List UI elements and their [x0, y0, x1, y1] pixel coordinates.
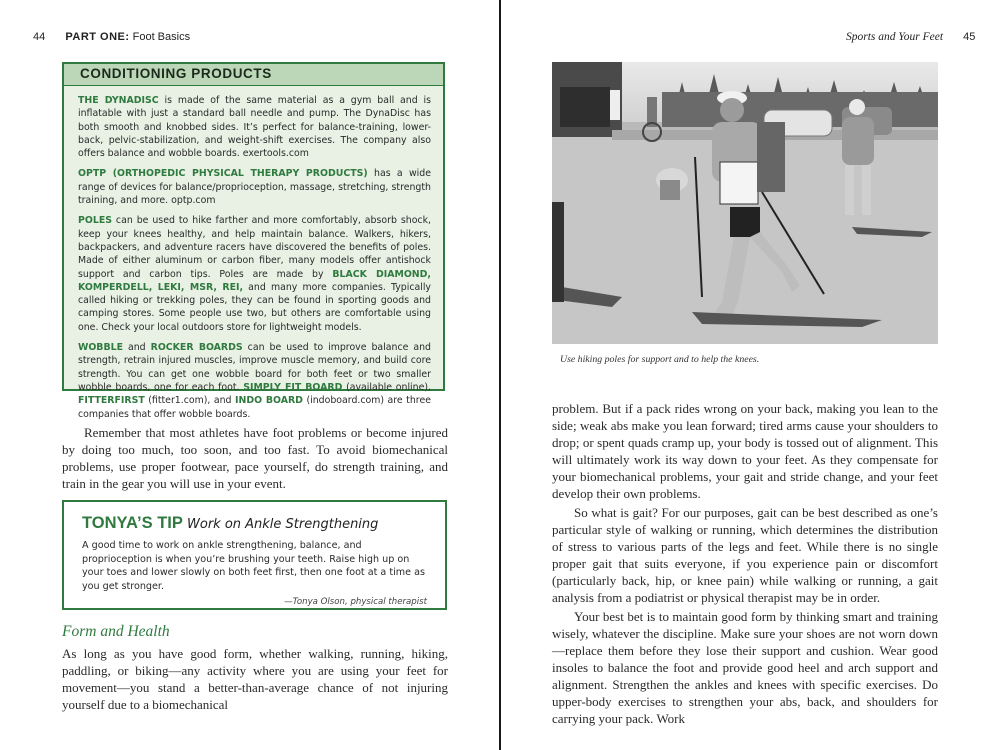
pole-brands: BLACK DIAMOND, KOMPERDELL, LEKI, MSR, REI,: [78, 268, 431, 293]
sidebar-item-poles: POLES can be used to hike farther and more comfortably, absorb shock, keep your knees healthy, and help maintain balance. Walkers, hikers, backpackers, and adventure racers have discovered the benefits of poles. Made of either aluminum or carbon fiber, many models offer antishock support and carbon tips. Poles are made by BLACK DIAMOND, KOMPERDELL, LEKI, MSR, REI, and many more companies. Typically called hiking or trekking poles, they can be found in sporting goods and camping stores. Some people use two, but others are comfortable using one. Check your local outdoors store for lightweight models.: [78, 215, 431, 333]
photo-caption: Use hiking poles for support and to help the knees.: [560, 354, 760, 365]
left-page-number: 44: [33, 31, 46, 43]
sidebar-title: CONDITIONING PRODUCTS: [64, 64, 443, 86]
tonyas-tip-box: [62, 500, 447, 610]
product-name: THE DYNADISC: [78, 95, 159, 106]
brand-name: FITTERFIRST: [78, 395, 145, 407]
body-paragraph: Your best bet is to maintain good form by thinking smart and training wisely, whatever the discipline. Make sure your shoes are not worn down—replace them before they lose their support and cushion. Wear good insoles to balance the foot and provide good heel and arch support and alignment. Strengthen the ankles and knees with specific exercises. Do upper-body exercises to strengthen your abs, back, and shoulders for carrying your pack. Work: [552, 609, 938, 726]
section-heading: Form and Health: [62, 623, 170, 640]
body-paragraph: As long as you have good form, whether walking, running, hiking, paddling, or biking—any activity where you are using your feet for movement—you stand a better-than-average chance of not injuring yourself due to a biomechanical: [62, 646, 448, 712]
tip-brand: TONYA’S TIP: [82, 514, 183, 532]
right-running-header: [846, 31, 975, 43]
part-label: PART ONE:: [65, 31, 130, 43]
right-column-text: [552, 400, 938, 727]
part-title: Foot Basics: [129, 31, 191, 43]
conditioning-products-sidebar: [62, 62, 445, 420]
hiking-poles-photo: [552, 62, 938, 344]
book-spine: [499, 0, 501, 750]
body-paragraph: Remember that most athletes have foot problems or become injured by doing too much, too soon, and too fast. To avoid biomechanical problems, use proper footwear, pace yourself, do strength training, and train in the gear you will use in your event.: [62, 425, 448, 491]
product-name: WOBBLE: [78, 342, 123, 354]
sidebar-item-boards: WOBBLE and ROCKER BOARDS can be used to improve balance and strength, retrain injured muscles, improve muscle memory, and build core strength. You can get one wobble board for both feet or two smaller wobble boards, one for each foot. SIMPLY FIT BOARD (available online), FITTERFIRST (fitter1.com), and INDO BOARD (indoboard.com) are three companies that offer wobble boards.: [78, 342, 431, 420]
product-name: OPTP (ORTHOPEDIC PHYSICAL THERAPY PRODUCTS): [78, 168, 368, 180]
brand-name: INDO BOARD: [235, 395, 303, 407]
sidebar-body: [64, 86, 443, 421]
left-running-header: [33, 31, 190, 43]
sidebar-item-optp: OPTP (ORTHOPEDIC PHYSICAL THERAPY PRODUCTS) has a wide range of devices for balance/proprioception, massage, stretching, strength training, and more. optp.com: [78, 168, 431, 207]
chapter-title: Sports and Your Feet: [846, 31, 944, 43]
body-paragraph: problem. But if a pack rides wrong on your back, making you lean to the side; weak abs make you lean forward; tired arms cause your shoulders to drop; or spent quads cramp up, your body is tossed out of alignment. This will ultimately work its way down to your feet. As they compensate for your biomechanical problems, your gait and stride change, and your feet develop their own problems.: [552, 401, 938, 501]
right-page-number: 45: [963, 31, 976, 43]
tip-body: A good time to work on ankle strengthening, balance, and proprioception is when you’re brushing your teeth. Raise high up on your toes and lower slowly on both feet first, then one foot at a time as you get stronger.: [82, 540, 425, 592]
tip-title: [82, 514, 427, 533]
sidebar-item-dynadisc: THE DYNADISC is made of the same material as a gym ball and is inflatable with just a standard ball needle and pump. The DynaDisc has both smooth and knobbed sides. It’s perfect for balance-training, lower-back, pelvic-stabilization, and weight-shift exercises. The company also offers balance and wobble boards. exertools.com: [78, 95, 431, 160]
product-name: POLES: [78, 215, 112, 227]
tip-subtitle: Work on Ankle Strengthening: [182, 517, 379, 532]
tip-attribution: —Tonya Olson, physical therapist: [284, 597, 427, 608]
brand-name: SIMPLY FIT BOARD: [243, 381, 343, 393]
body-paragraph: So what is gait? For our purposes, gait can be best described as one’s particular style of walking or running, which determines the distribution of stress to various parts of the legs and feet. While there is no single proper gait that suits everyone, if you experience pain or discomfort (particularly back, hip, or knee pain) while walking or running, a gait analysis from a podiatrist or physical therapist may be in order.: [552, 505, 938, 605]
product-name: ROCKER BOARDS: [150, 342, 243, 354]
